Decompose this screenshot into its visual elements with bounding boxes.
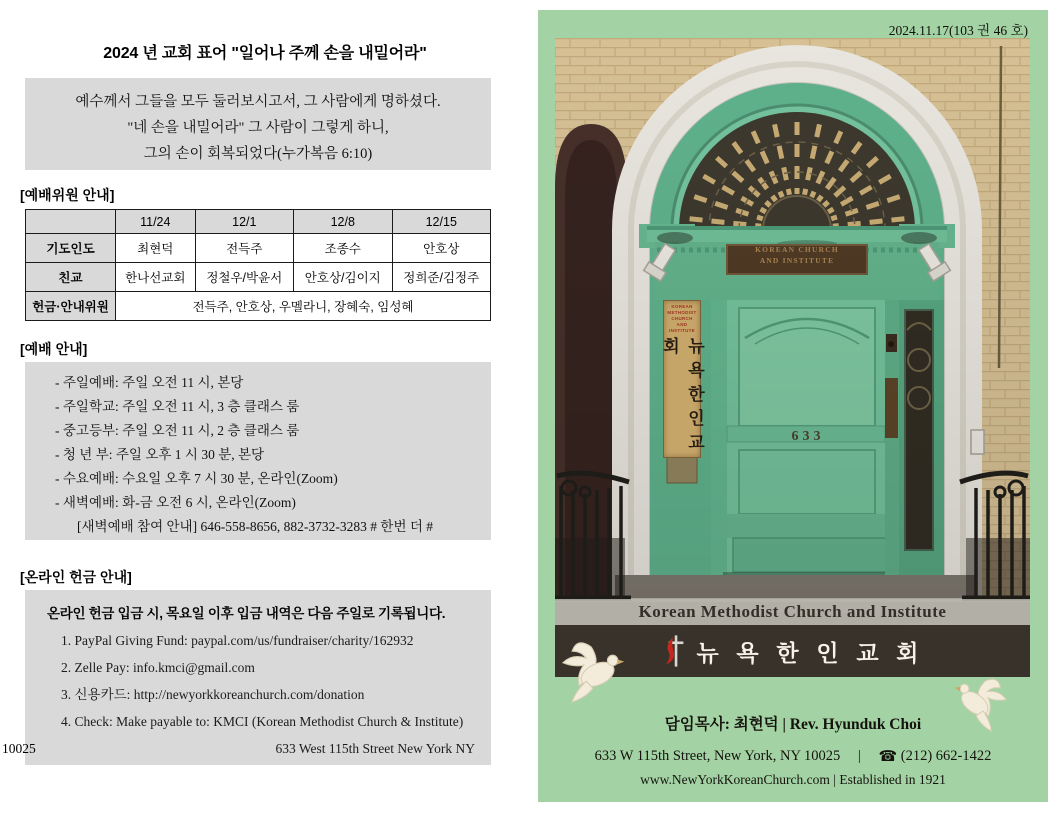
website-url: www.NewYorkKoreanChurch.com — [640, 772, 830, 787]
table-cell: 조종수 — [294, 234, 392, 263]
service-line: - 새벽예배: 화-금 오전 6 시, 온라인(Zoom) — [55, 495, 296, 510]
offering-address-continuation: 633 West 115th Street New York NY — [275, 741, 475, 756]
table-header-cell: 12/1 — [195, 210, 293, 234]
table-cell-merged: 전득주, 안호상, 우멜라니, 장혜숙, 임성혜 — [116, 292, 491, 321]
scripture-line: 예수께서 그들을 모두 둘러보시고서, 그 사람에게 명하셨다. — [75, 94, 441, 110]
row-label: 기도인도 — [26, 234, 116, 263]
table-cell: 정희준/김정주 — [392, 263, 491, 292]
address-phone-line — [538, 746, 1048, 765]
worship-committee-heading: [예배위원 안내] — [20, 187, 115, 203]
table-header-cell — [26, 210, 116, 234]
service-info-heading: [예배 안내] — [20, 341, 88, 357]
separator: | — [833, 772, 836, 787]
offering-item: 1. PayPal Giving Fund: paypal.com/us/fundraiser/charity/162932 — [61, 633, 414, 648]
table-row — [26, 263, 491, 292]
service-line: - 중고등부: 주일 오전 11 시, 2 층 클래스 룸 — [55, 423, 300, 438]
phone-icon: ☎ — [878, 749, 898, 765]
page-title: 2024 년 교회 표어 "일어나 주께 손을 내밀어라" — [103, 45, 427, 62]
offering-item: 3. 신용카드: http://newyorkkoreanchurch.com/donation — [61, 687, 365, 702]
zip-overflow-text: 10025 — [2, 741, 36, 756]
website-line — [538, 772, 1048, 788]
offering-item: 2. Zelle Pay: info.kmci@gmail.com — [61, 660, 255, 675]
row-label: 친교 — [26, 263, 116, 292]
scripture-line: 그의 손이 회복되었다(누가복음 6:10) — [143, 146, 373, 162]
table-cell: 최현덕 — [116, 234, 196, 263]
table-header-cell: 11/24 — [116, 210, 196, 234]
church-entrance-illustration — [555, 38, 1030, 677]
service-line: - 주일예배: 주일 오전 11 시, 본당 — [55, 375, 244, 390]
sign-korean-text: 뉴욕한인교회 — [660, 337, 704, 457]
right-page-cover — [538, 10, 1048, 802]
scripture-line: "네 손을 내밀어라" 그 사람이 그렇게 하니, — [127, 120, 389, 136]
church-entrance-photo — [555, 38, 1030, 677]
issue-date: 2024.11.17(103 권 46 호) — [888, 23, 1028, 38]
service-line: - 수요예배: 수요일 오후 7 시 30 분, 온라인(Zoom) — [55, 471, 338, 486]
table-cell: 안호상 — [392, 234, 491, 263]
established-text: Established in 1921 — [839, 772, 946, 787]
table-cell: 한나선교회 — [116, 263, 196, 292]
dove-icon — [556, 632, 630, 712]
table-row — [26, 292, 491, 321]
bronze-plaque-text: KOREAN CHURCH AND INSTITUTE — [755, 245, 839, 265]
online-offering-box — [25, 590, 491, 765]
band-korean-text: 뉴 욕 한 인 교 회 — [696, 640, 925, 666]
vertical-church-sign — [660, 300, 704, 458]
row-label: 헌금·안내위원 — [26, 292, 116, 321]
umc-cross-and-flame-icon — [660, 633, 686, 669]
pastor-line: 담임목사: 최현덕 | Rev. Hyunduk Choi — [664, 716, 922, 733]
scripture-box — [25, 78, 491, 170]
offering-item: 4. Check: Make payable to: KMCI (Korean Methodist Church & Institute) — [61, 714, 464, 729]
table-cell: 안호상/김이지 — [294, 263, 392, 292]
dawn-service-note: [새벽예배 참여 안내] 646-558-8656, 882-3732-3283 # 한번 더 # — [77, 519, 434, 534]
online-offering-heading: [온라인 헌금 안내] — [20, 569, 132, 585]
service-line: - 주일학교: 주일 오전 11 시, 3 층 클래스 룸 — [55, 399, 300, 414]
service-line: - 청 년 부: 주일 오후 1 시 30 분, 본당 — [55, 447, 265, 462]
table-header-row — [26, 210, 491, 234]
church-name-band-english: Korean Methodist Church and Institute — [555, 599, 1030, 625]
door-number: 633 — [791, 429, 825, 444]
street-address: 633 W 115th Street, New York, NY 10025 — [594, 748, 841, 764]
offering-intro: 온라인 헌금 입금 시, 목요일 이후 입금 내역은 다음 주일로 기록됩니다. — [47, 606, 446, 621]
phone-number: (212) 662-1422 — [900, 748, 992, 764]
table-cell: 전득주 — [195, 234, 293, 263]
table-row — [26, 234, 491, 263]
separator: | — [857, 748, 861, 764]
sign-english-text: KOREAN METHODIST CHURCH AND INSTITUTE — [667, 304, 697, 333]
table-header-cell: 12/15 — [392, 210, 491, 234]
worship-committee-table — [25, 209, 491, 321]
table-cell: 정철우/박윤서 — [195, 263, 293, 292]
table-header-cell: 12/8 — [294, 210, 392, 234]
service-info-box — [25, 362, 491, 540]
